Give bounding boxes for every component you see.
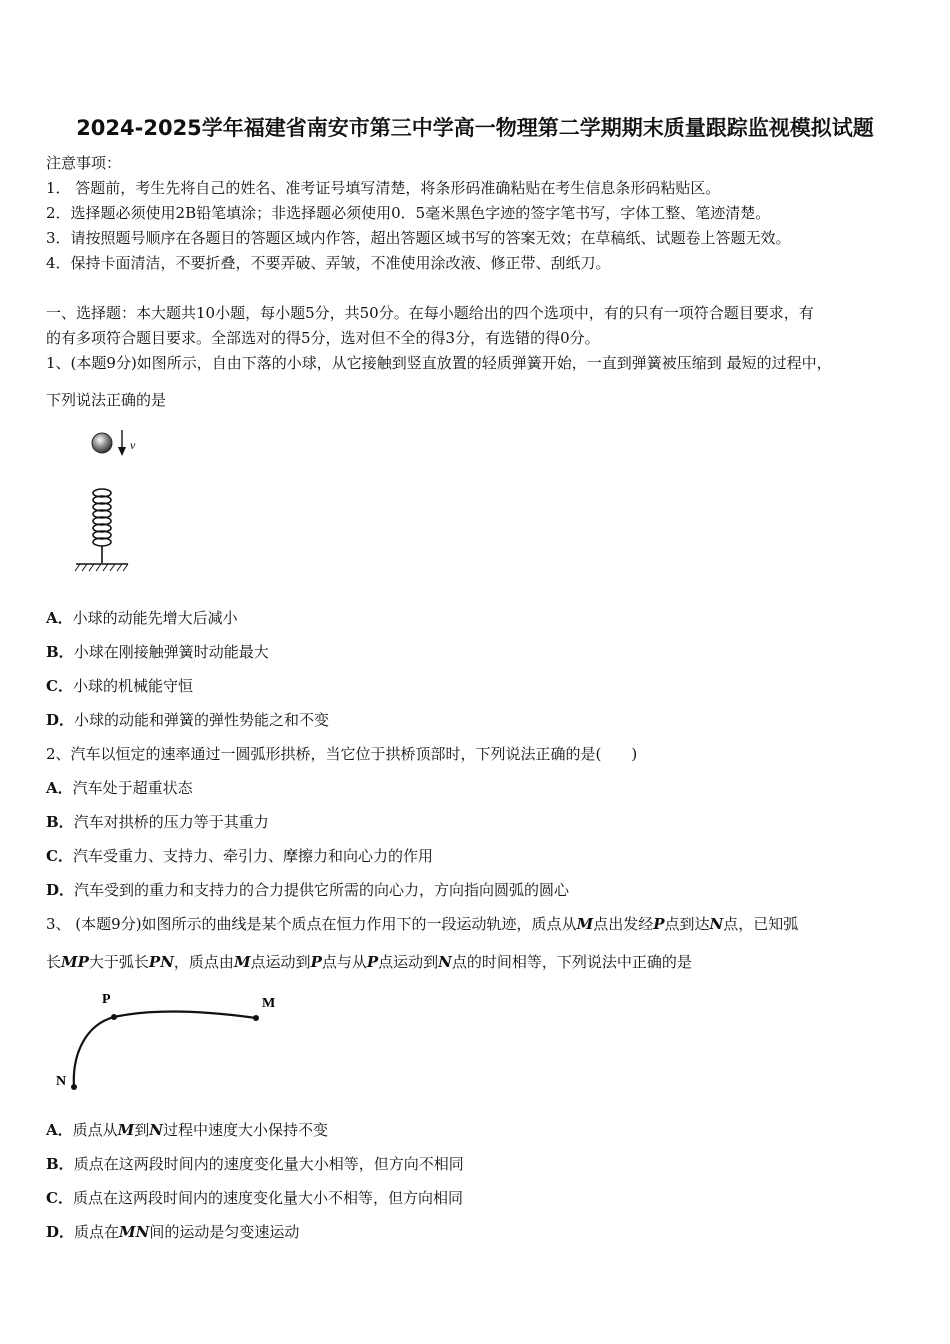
point-m-dot	[253, 1015, 259, 1021]
ground-hatching	[75, 564, 128, 571]
label-m: M	[262, 996, 276, 1011]
label-p: P	[102, 992, 111, 1007]
section-intro-line-2: 的有多项符合题目要求。全部选对的得5分，选对但不全的得3分，有选错的得0分。	[46, 329, 600, 347]
velocity-label: v	[130, 438, 136, 452]
q1-stem-line-2: 下列说法正确的是	[46, 391, 167, 409]
q1-option-a: A．小球的动能先增大后减小	[46, 609, 238, 627]
spring-coil	[93, 489, 111, 563]
notice-heading: 注意事项：	[46, 154, 122, 172]
q2-option-a: A．汽车处于超重状态	[46, 779, 193, 797]
point-n-dot	[71, 1084, 77, 1090]
q3-option-c: C．质点在这两段时间内的速度变化量大小不相等，但方向相同	[46, 1189, 463, 1207]
notice-item-4: 4．保持卡面清洁，不要折叠，不要弄破、弄皱，不准使用涂改液、修正带、刮纸刀。	[46, 254, 611, 272]
ball-spring-figure	[70, 425, 150, 575]
notice-item-2: 2．选择题必须使用2B铅笔填涂；非选择题必须使用0．5毫米黑色字迹的签字笔书写，字体工整、笔迹清楚。	[46, 204, 771, 222]
section-intro-line-1: 一、选择题：本大题共10小题，每小题5分，共50分。在每小题给出的四个选项中，有的只有一项符合题目要求，有	[46, 304, 814, 322]
page-title: 2024-2025学年福建省南安市第三中学高一物理第二学期期末质量跟踪监视模拟试题	[76, 116, 874, 140]
q2-option-d: D．汽车受到的重力和支持力的合力提供它所需的向心力，方向指向圆弧的圆心	[46, 881, 570, 899]
velocity-arrow-head	[118, 447, 126, 456]
q1-stem-line-1: 1、(本题9分)如图所示，自由下落的小球，从它接触到竖直放置的轻质弹簧开始，一直到弹簧被压缩到 最短的过程中，	[46, 354, 832, 372]
q2-option-b: B．汽车对拱桥的压力等于其重力	[46, 813, 269, 831]
notice-item-3: 3．请按照题号顺序在各题目的答题区域内作答，超出答题区域书写的答案无效；在草稿纸、试题卷上答题无效。	[46, 229, 791, 247]
q1-option-d: D．小球的动能和弹簧的弹性势能之和不变	[46, 711, 330, 729]
q2-option-c: C．汽车受重力、支持力、牵引力、摩擦力和向心力的作用	[46, 847, 433, 865]
ball-shape	[92, 433, 112, 453]
trajectory-figure	[50, 985, 290, 1095]
point-p-dot	[111, 1014, 117, 1020]
notice-item-1: 1． 答题前，考生先将自己的姓名、准考证号填写清楚，将条形码准确粘贴在考生信息条形码粘贴区。	[46, 179, 721, 197]
q3-option-a: A．质点从M到N过程中速度大小保持不变	[46, 1121, 329, 1139]
q3-option-d: D．质点在MN间的运动是匀变速运动	[46, 1223, 300, 1241]
q2-stem: 2、汽车以恒定的速率通过一圆弧形拱桥，当它位于拱桥顶部时，下列说法正确的是( )	[46, 745, 638, 763]
q3-stem-line-1: 3、 (本题9分)如图所示的曲线是某个质点在恒力作用下的一段运动轨迹，质点从M点出发经P点到达N点，已知弧	[46, 915, 799, 933]
q3-stem-line-2: 长MP大于弧长PN，质点由M点运动到P点与从P点运动到N点的时间相等，下列说法中正确的是	[46, 953, 692, 971]
q1-option-b: B．小球在刚接触弹簧时动能最大	[46, 643, 269, 661]
trajectory-curve	[74, 1012, 256, 1087]
q1-option-c: C．小球的机械能守恒	[46, 677, 193, 695]
q3-option-b: B．质点在这两段时间内的速度变化量大小相等，但方向不相同	[46, 1155, 464, 1173]
label-n: N	[56, 1074, 67, 1089]
